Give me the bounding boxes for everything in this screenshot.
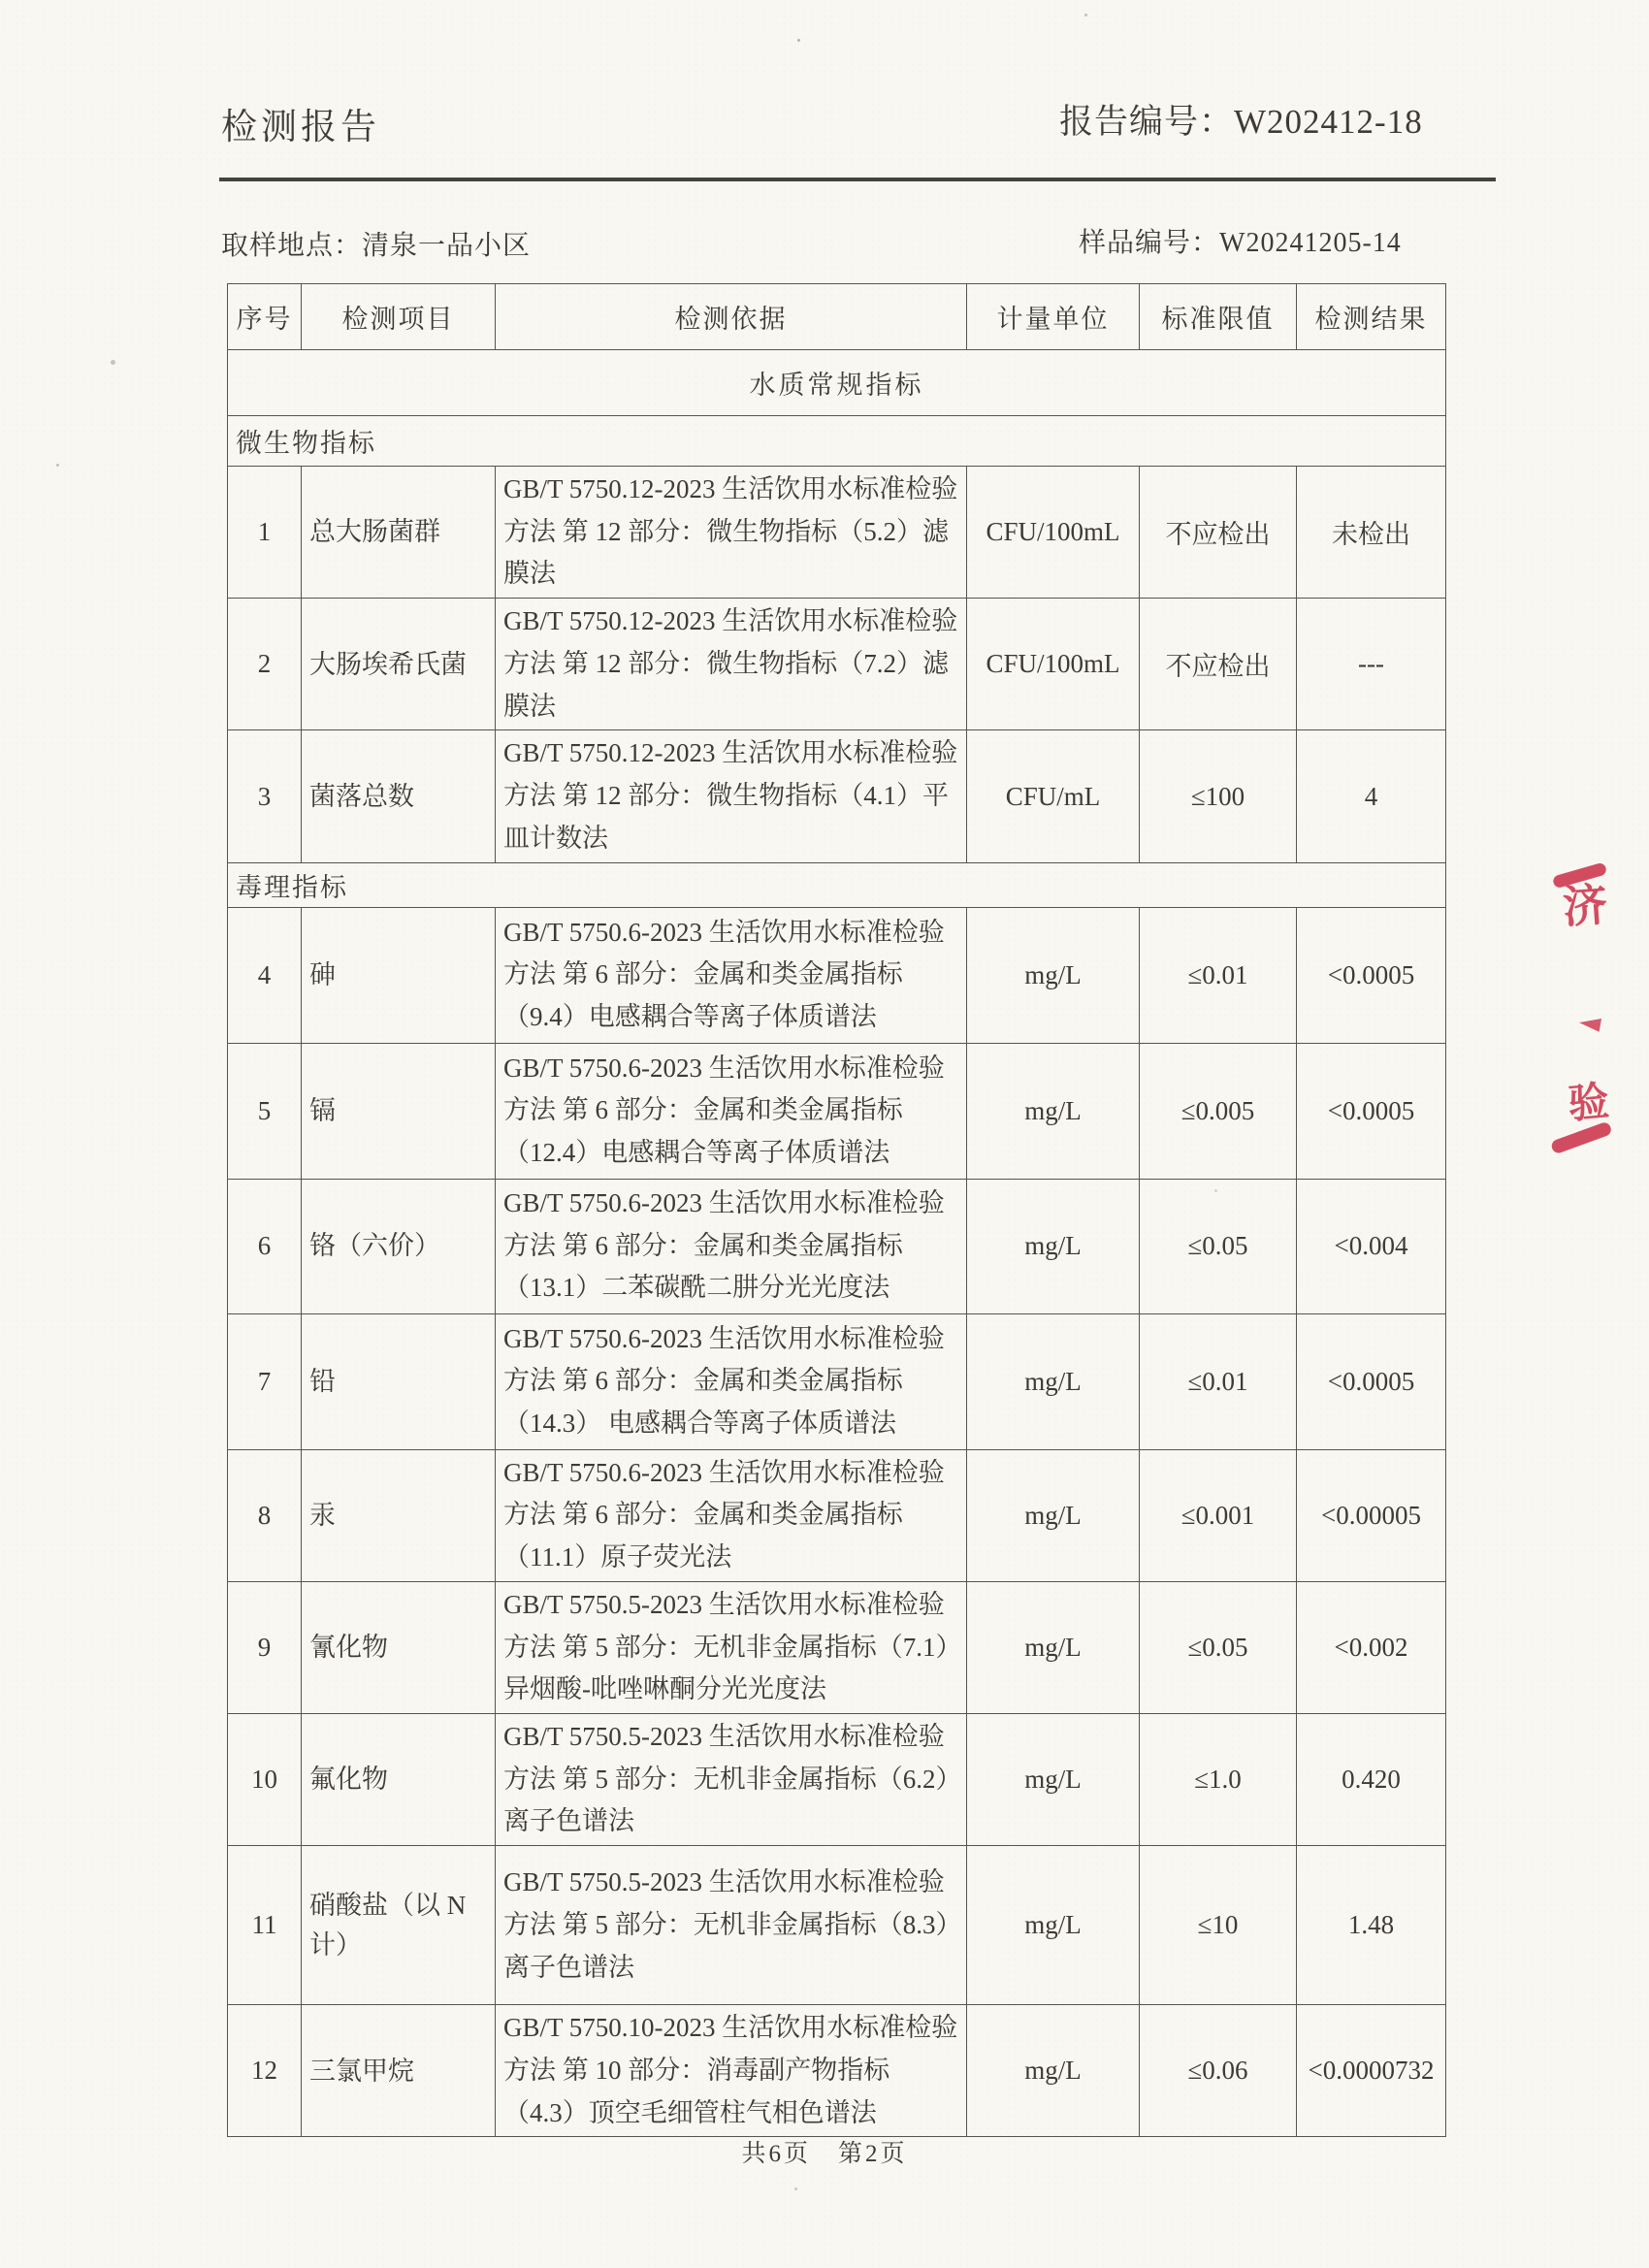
column-header-2: 检测依据 bbox=[496, 284, 967, 350]
limit-cell: ≤0.01 bbox=[1140, 1313, 1297, 1449]
sampling-location bbox=[221, 224, 531, 263]
stamp-glyph: 济 bbox=[1561, 880, 1609, 933]
table-row bbox=[228, 1581, 1446, 1713]
method-cell: GB/T 5750.5-2023 生活饮用水标准检验方法 第 5 部分：无机非金属指标（7.1）异烟酸-吡唑啉酮分光光度法 bbox=[496, 1581, 967, 1713]
item-cell: 总大肠菌群 bbox=[302, 467, 496, 599]
column-header-4: 标准限值 bbox=[1140, 284, 1297, 350]
item-cell: 三氯甲烷 bbox=[302, 2005, 496, 2137]
table-row bbox=[228, 599, 1446, 730]
row-number-cell: 4 bbox=[228, 907, 302, 1043]
unit-cell: mg/L bbox=[967, 1846, 1140, 2005]
row-number-cell: 11 bbox=[228, 1846, 302, 2005]
results-table bbox=[227, 283, 1446, 2137]
item-cell: 菌落总数 bbox=[302, 730, 496, 862]
item-cell: 氰化物 bbox=[302, 1581, 496, 1713]
item-cell: 氟化物 bbox=[302, 1714, 496, 1846]
limit-cell: ≤0.06 bbox=[1140, 2005, 1297, 2137]
table-row bbox=[228, 1043, 1446, 1179]
item-cell: 镉 bbox=[302, 1043, 496, 1179]
unit-cell: mg/L bbox=[967, 1449, 1140, 1581]
table-row bbox=[228, 1313, 1446, 1449]
unit-cell: CFU/100mL bbox=[967, 599, 1140, 730]
sample-number-value: W20241205-14 bbox=[1219, 228, 1402, 258]
limit-cell: 不应检出 bbox=[1140, 599, 1297, 730]
column-header-5: 检测结果 bbox=[1297, 284, 1446, 350]
unit-cell: mg/L bbox=[967, 1714, 1140, 1846]
result-cell: <0.0005 bbox=[1297, 1313, 1446, 1449]
result-cell: --- bbox=[1297, 599, 1446, 730]
scan-speckles bbox=[797, 39, 800, 42]
sampling-location-label: 取样地点： bbox=[221, 231, 363, 261]
sample-number bbox=[1079, 221, 1402, 260]
report-number-value: W202412-18 bbox=[1234, 103, 1423, 141]
table-row bbox=[228, 730, 1446, 862]
report-number-label: 报告编号： bbox=[1059, 103, 1235, 141]
limit-cell: ≤100 bbox=[1140, 730, 1297, 862]
table-row bbox=[228, 1179, 1446, 1313]
row-number-cell: 10 bbox=[228, 1714, 302, 1846]
method-cell: GB/T 5750.12-2023 生活饮用水标准检验方法 第 12 部分：微生物指标（7.2）滤膜法 bbox=[496, 599, 967, 730]
column-header-3: 计量单位 bbox=[967, 284, 1140, 350]
table-row bbox=[228, 1449, 1446, 1581]
result-cell: <0.0000732 bbox=[1297, 2005, 1446, 2137]
table-row bbox=[228, 2005, 1446, 2137]
result-cell: 未检出 bbox=[1297, 467, 1446, 599]
table-header-row bbox=[228, 284, 1446, 350]
limit-cell: 不应检出 bbox=[1140, 467, 1297, 599]
red-stamp-fragment-top bbox=[1547, 866, 1611, 931]
result-cell: <0.00005 bbox=[1297, 1449, 1446, 1581]
stamp-glyph: 验 bbox=[1566, 1080, 1611, 1128]
method-cell: GB/T 5750.6-2023 生活饮用水标准检验方法 第 6 部分：金属和类金属指标（9.4）电感耦合等离子体质谱法 bbox=[496, 907, 967, 1043]
table-row bbox=[228, 907, 1446, 1043]
result-cell: 4 bbox=[1297, 730, 1446, 862]
item-cell: 硝酸盐（以 N 计） bbox=[302, 1846, 496, 2005]
method-cell: GB/T 5750.5-2023 生活饮用水标准检验方法 第 5 部分：无机非金属指标（6.2）离子色谱法 bbox=[496, 1714, 967, 1846]
row-number-cell: 8 bbox=[228, 1449, 302, 1581]
result-cell: <0.0005 bbox=[1297, 907, 1446, 1043]
table-row bbox=[228, 1846, 1446, 2005]
method-cell: GB/T 5750.12-2023 生活饮用水标准检验方法 第 12 部分：微生物指标（4.1）平皿计数法 bbox=[496, 730, 967, 862]
section-title: 微生物指标 bbox=[228, 416, 1446, 467]
result-cell: 1.48 bbox=[1297, 1846, 1446, 2005]
limit-cell: ≤0.05 bbox=[1140, 1179, 1297, 1313]
item-cell: 铅 bbox=[302, 1313, 496, 1449]
method-cell: GB/T 5750.6-2023 生活饮用水标准检验方法 第 6 部分：金属和类金属指标（14.3） 电感耦合等离子体质谱法 bbox=[496, 1313, 967, 1449]
unit-cell: mg/L bbox=[967, 1179, 1140, 1313]
red-stamp-fragment-bottom bbox=[1550, 1081, 1616, 1147]
unit-cell: mg/L bbox=[967, 907, 1140, 1043]
unit-cell: CFU/100mL bbox=[967, 467, 1140, 599]
result-cell: <0.002 bbox=[1297, 1581, 1446, 1713]
row-number-cell: 6 bbox=[228, 1179, 302, 1313]
stamp-mark bbox=[1578, 1015, 1601, 1032]
subsection-row bbox=[228, 416, 1446, 467]
method-cell: GB/T 5750.6-2023 生活饮用水标准检验方法 第 6 部分：金属和类金属指标（13.1）二苯碳酰二肼分光光度法 bbox=[496, 1179, 967, 1313]
item-cell: 汞 bbox=[302, 1449, 496, 1581]
header-divider bbox=[219, 178, 1496, 181]
limit-cell: ≤1.0 bbox=[1140, 1714, 1297, 1846]
result-cell: 0.420 bbox=[1297, 1714, 1446, 1846]
row-number-cell: 2 bbox=[228, 599, 302, 730]
row-number-cell: 1 bbox=[228, 467, 302, 599]
item-cell: 大肠埃希氏菌 bbox=[302, 599, 496, 730]
table-row bbox=[228, 467, 1446, 599]
limit-cell: ≤10 bbox=[1140, 1846, 1297, 2005]
unit-cell: mg/L bbox=[967, 1581, 1140, 1713]
table-row bbox=[228, 1714, 1446, 1846]
limit-cell: ≤0.001 bbox=[1140, 1449, 1297, 1581]
result-cell: <0.004 bbox=[1297, 1179, 1446, 1313]
unit-cell: mg/L bbox=[967, 1043, 1140, 1179]
row-number-cell: 7 bbox=[228, 1313, 302, 1449]
row-number-cell: 3 bbox=[228, 730, 302, 862]
report-number bbox=[1059, 95, 1423, 144]
limit-cell: ≤0.05 bbox=[1140, 1581, 1297, 1713]
unit-cell: mg/L bbox=[967, 1313, 1140, 1449]
row-number-cell: 9 bbox=[228, 1581, 302, 1713]
method-cell: GB/T 5750.6-2023 生活饮用水标准检验方法 第 6 部分：金属和类金属指标（11.1）原子荧光法 bbox=[496, 1449, 967, 1581]
method-cell: GB/T 5750.5-2023 生活饮用水标准检验方法 第 5 部分：无机非金属指标（8.3）离子色谱法 bbox=[496, 1846, 967, 2005]
section-title: 毒理指标 bbox=[228, 862, 1446, 907]
unit-cell: CFU/mL bbox=[967, 730, 1140, 862]
method-cell: GB/T 5750.12-2023 生活饮用水标准检验方法 第 12 部分：微生物指标（5.2）滤膜法 bbox=[496, 467, 967, 599]
method-cell: GB/T 5750.6-2023 生活饮用水标准检验方法 第 6 部分：金属和类金属指标（12.4）电感耦合等离子体质谱法 bbox=[496, 1043, 967, 1179]
page-footer: 共6页 第2页 bbox=[741, 2141, 908, 2167]
item-cell: 砷 bbox=[302, 907, 496, 1043]
column-header-1: 检测项目 bbox=[302, 284, 496, 350]
page-title: 检测报告 bbox=[221, 108, 380, 147]
sampling-location-value: 清泉一品小区 bbox=[362, 231, 532, 261]
column-header-0: 序号 bbox=[228, 284, 302, 350]
limit-cell: ≤0.01 bbox=[1140, 907, 1297, 1043]
item-cell: 铬（六价） bbox=[302, 1179, 496, 1313]
section-title: 水质常规指标 bbox=[228, 350, 1446, 416]
limit-cell: ≤0.005 bbox=[1140, 1043, 1297, 1179]
row-number-cell: 12 bbox=[228, 2005, 302, 2137]
unit-cell: mg/L bbox=[967, 2005, 1140, 2137]
row-number-cell: 5 bbox=[228, 1043, 302, 1179]
subsection-row bbox=[228, 862, 1446, 907]
result-cell: <0.0005 bbox=[1297, 1043, 1446, 1179]
section-row bbox=[228, 350, 1446, 416]
sample-number-label: 样品编号： bbox=[1079, 228, 1220, 258]
method-cell: GB/T 5750.10-2023 生活饮用水标准检验方法 第 10 部分：消毒副产物指标（4.3）顶空毛细管柱气相色谱法 bbox=[496, 2005, 967, 2137]
